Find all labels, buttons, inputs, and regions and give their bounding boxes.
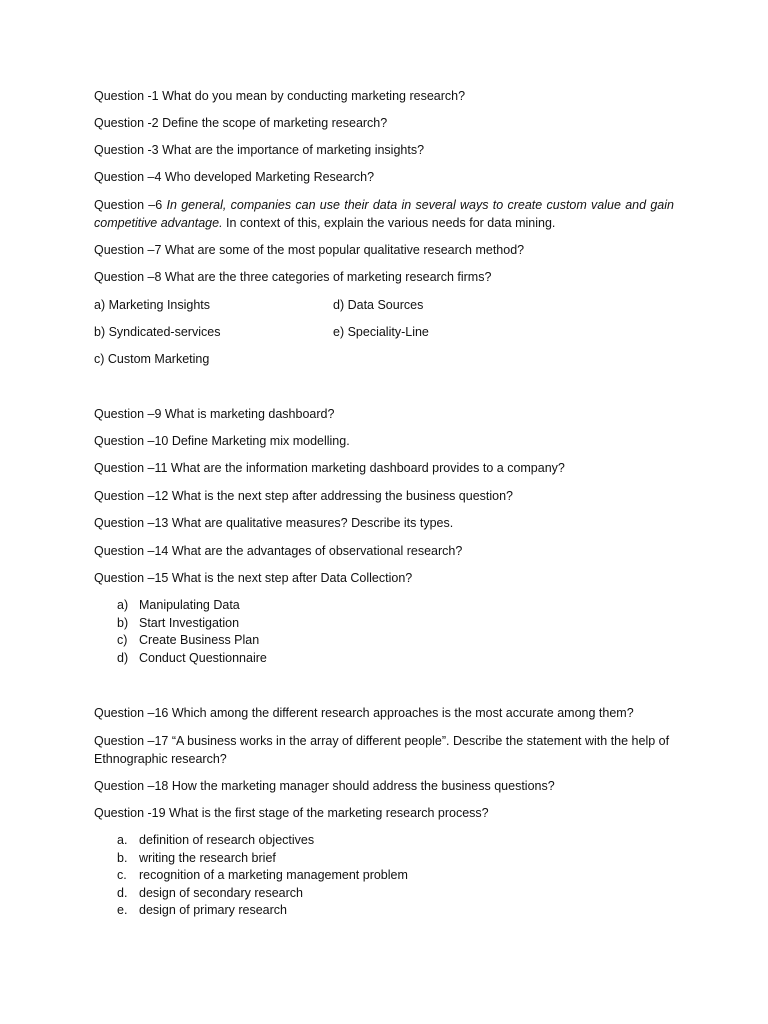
question-15: Question –15 What is the next step after Data Collection? [94,571,413,585]
question-14: Question –14 What are the advantages of observational research? [94,544,463,558]
q8-option-e: e) Speciality-Line [333,325,429,339]
list-marker: c) [117,633,128,648]
question-4: Question –4 Who developed Marketing Research? [94,170,375,184]
list-item [117,832,408,850]
q15-options-list [117,597,267,667]
list-item [117,850,408,868]
list-item [117,885,408,903]
question-12: Question –12 What is the next step after addressing the business question? [94,489,514,503]
list-item-text: Create Business Plan [139,633,260,648]
question-6-prefix: Question –6 [94,198,167,212]
q8-option-a: a) Marketing Insights [94,298,211,312]
question-9: Question –9 What is marketing dashboard? [94,407,335,421]
q19-options-list [117,832,408,920]
question-11: Question –11 What are the information marketing dashboard provides to a company? [94,461,565,475]
list-marker: b. [117,850,128,865]
list-item-text: Manipulating Data [139,598,240,612]
question-19: Question -19 What is the first stage of the marketing research process? [94,806,489,820]
list-item-text: design of secondary research [139,885,303,900]
question-6 [94,196,674,232]
list-marker: b) [117,615,129,630]
list-item [117,650,267,668]
question-3: Question -3 What are the importance of marketing insights? [94,143,425,157]
list-marker: d) [117,650,129,665]
q8-option-d: d) Data Sources [333,298,424,312]
list-item-text: Start Investigation [139,615,240,630]
list-item [117,632,267,650]
list-item-text: definition of research objectives [139,833,315,847]
list-marker: a. [117,833,128,847]
question-13: Question –13 What are qualitative measures? Describe its types. [94,516,454,530]
list-item [117,867,408,885]
q8-option-b: b) Syndicated-services [94,325,221,339]
list-marker: c. [117,868,127,883]
list-marker: e. [117,903,128,918]
list-item-text: writing the research brief [139,850,276,865]
list-item-text: design of primary research [139,903,287,918]
list-marker: d. [117,885,128,900]
question-1: Question -1 What do you mean by conducting marketing research? [94,89,466,103]
question-6-rest: In context of this, explain the various needs for data mining. [222,216,556,230]
question-10: Question –10 Define Marketing mix modelling. [94,434,350,448]
question-6-italic: In general, companies can use their data in several ways to create custom value and gain competitive advantage. [94,198,674,230]
question-8: Question –8 What are the three categories of marketing research firms? [94,270,492,284]
list-item-text: Conduct Questionnaire [139,650,267,665]
list-item [117,597,267,615]
list-item [117,902,408,920]
question-7: Question –7 What are some of the most popular qualitative research method? [94,243,525,257]
list-marker: a) [117,598,129,612]
question-17: Question –17 “A business works in the array of different people”. Describe the statement with the help of Ethnographic research? [94,734,670,766]
list-item [117,615,267,633]
list-item-text: recognition of a marketing management problem [139,868,408,883]
question-2: Question -2 Define the scope of marketing research? [94,116,388,130]
question-18: Question –18 How the marketing manager should address the business questions? [94,779,555,793]
q8-option-c: c) Custom Marketing [94,352,210,366]
question-16: Question –16 Which among the different research approaches is the most accurate among them? [94,706,634,720]
